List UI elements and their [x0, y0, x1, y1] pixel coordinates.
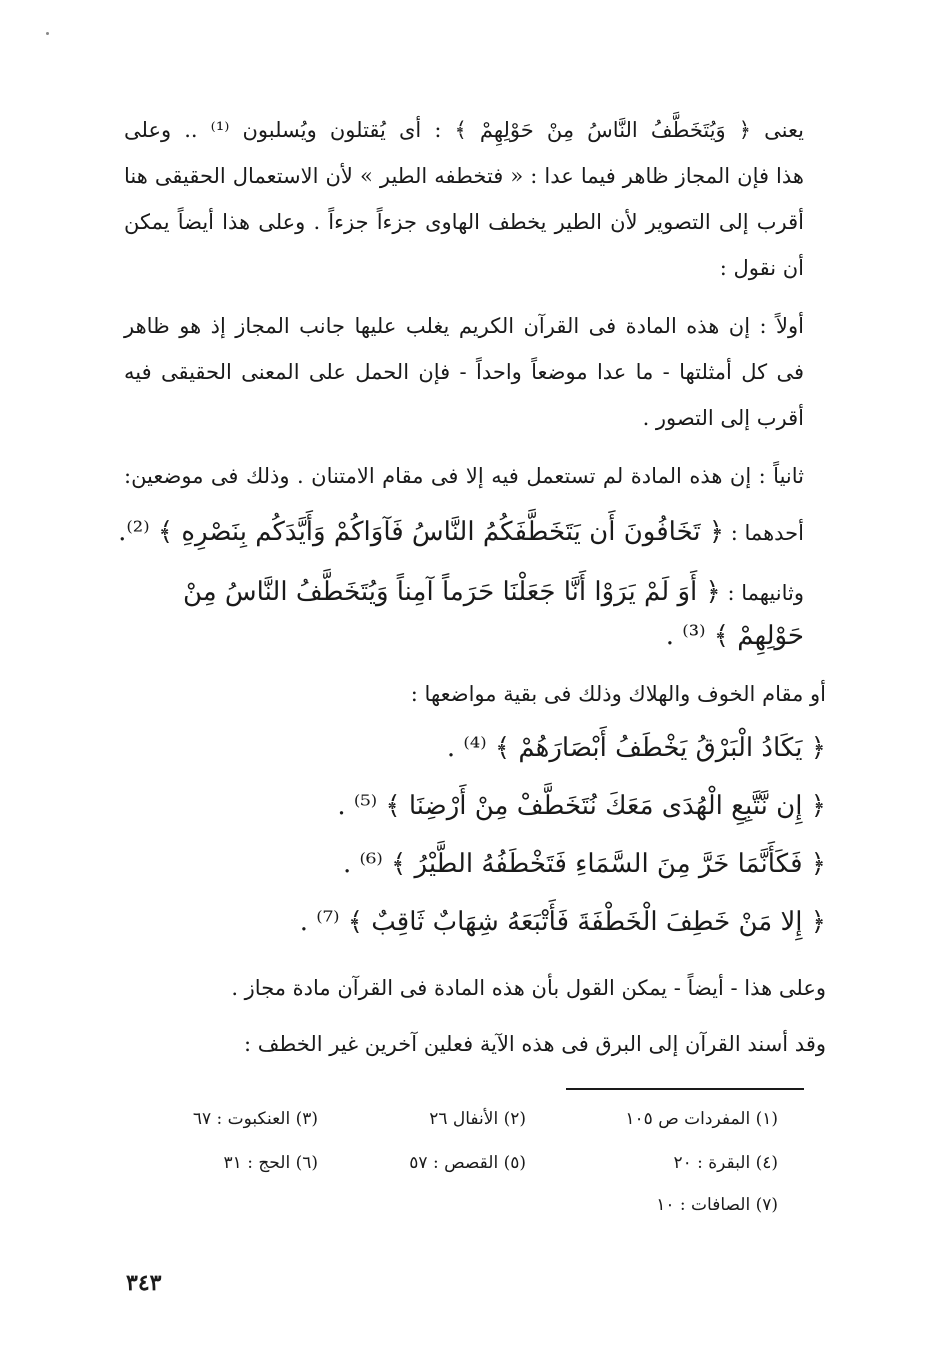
second-case-label: وثانيهما :: [720, 581, 804, 605]
body-line-14: وقد أسند القرآن إلى البرق فى هذه الآية فعلين آخرين غير الخطف :: [244, 1032, 826, 1056]
body-line-7: أقرب إلى التصور .: [642, 406, 804, 430]
scan-speck: [46, 32, 49, 35]
footnote-6: (٦) الحج : ٣١: [223, 1153, 318, 1173]
body-line-13: وعلى هذا - أيضاً - يمكن القول بأن هذه المادة فى القرآن مادة مجاز .: [231, 976, 826, 1000]
body-line-1: يعنى ﴿ وَيُتَخَطَّفُ النَّاسُ مِنْ حَوْلِهِمْ ﴾ : أى يُقتلون ويُسلبون ⁽¹⁾ .. وعلى: [124, 118, 804, 142]
body-line-5: أولاً : إن هذه المادة فى القرآن الكريم يغلب عليها جانب المجاز إذ هو ظاهر: [124, 314, 804, 338]
footnote-1: (١) المفردات ص ١٠٥: [625, 1109, 778, 1129]
body-line-2: هذا فإن المجاز ظاهر فيما عدا : « فتخطفه الطير » لأن الاستعمال الحقيقى هنا: [124, 164, 804, 188]
body-line-10: [124, 578, 804, 607]
quran-verse-ankabut: ﴿ أَوَ لَمْ يَرَوْا أَنَّا جَعَلْنَا حَرَماً آمِناً وَيُتَخَطَّفُ النَّاسُ مِنْ: [182, 577, 721, 607]
footnote-rule: [566, 1088, 804, 1090]
footnote-5: (٥) القصص : ٥٧: [409, 1153, 526, 1173]
footnote-3: (٣) العنكبوت : ٦٧: [192, 1109, 318, 1129]
footnote-4: (٤) البقرة : ٢٠: [673, 1153, 778, 1173]
quran-verse-hajj: ﴿ فَكَأَنَّمَا خَرَّ مِنَ السَّمَاءِ فَتَخْطَفُهُ الطَّيْرُ ﴾ ⁽⁶⁾ .: [342, 849, 826, 879]
body-line-6: فى كل أمثلتها - ما عدا موضعاً واحداً - فإن الحمل على المعنى الحقيقى فيه: [124, 360, 804, 384]
quran-verse-qasas: ﴿ إِن نَّتَّبِعِ الْهُدَى مَعَكَ نُتَخَطَّفْ مِنْ أَرْضِنَا ﴾ ⁽⁵⁾ .: [337, 791, 826, 821]
quran-verse-baqara: ﴿ يَكَادُ الْبَرْقُ يَخْطَفُ أَبْصَارَهُمْ ﴾ ⁽⁴⁾ .: [446, 733, 826, 763]
quran-verse-saffat: ﴿ إِلا مَنْ خَطِفَ الْخَطْفَةَ فَأَتْبَعَهُ شِهَابٌ ثَاقِبٌ ﴾ ⁽⁷⁾ .: [299, 907, 826, 937]
body-line-12: أو مقام الخوف والهلاك وذلك فى بقية مواضعها :: [410, 682, 826, 706]
body-line-8: ثانياً : إن هذه المادة لم تستعمل فيه إلا فى مقام الامتنان . وذلك فى موضعين:: [124, 464, 804, 488]
body-line-11: حَوْلِهِمْ ﴾ ⁽³⁾ .: [665, 621, 804, 651]
quran-verse-anfal: ﴿ تَخَافُونَ أَن يَتَخَطَّفَكُمُ النَّاسُ فَآوَاكُمْ وَأَيَّدَكُم بِنَصْرِهِ ﴾ ⁽²⁾.: [118, 517, 725, 547]
footnote-7: (٧) الصافات : ١٠: [656, 1195, 778, 1215]
body-line-3: أقرب إلى التصوير لأن الطير يخطف الهاوى جزءاً جزءاً . وعلى هذا أيضاً يمكن: [124, 210, 804, 234]
body-line-4: أن نقول :: [719, 256, 804, 280]
page-number: ٣٤٣: [126, 1270, 162, 1296]
first-case-label: أحدهما :: [724, 521, 804, 545]
body-line-9: [118, 517, 804, 547]
footnote-2: (٢) الأنفال ٢٦: [429, 1109, 526, 1129]
